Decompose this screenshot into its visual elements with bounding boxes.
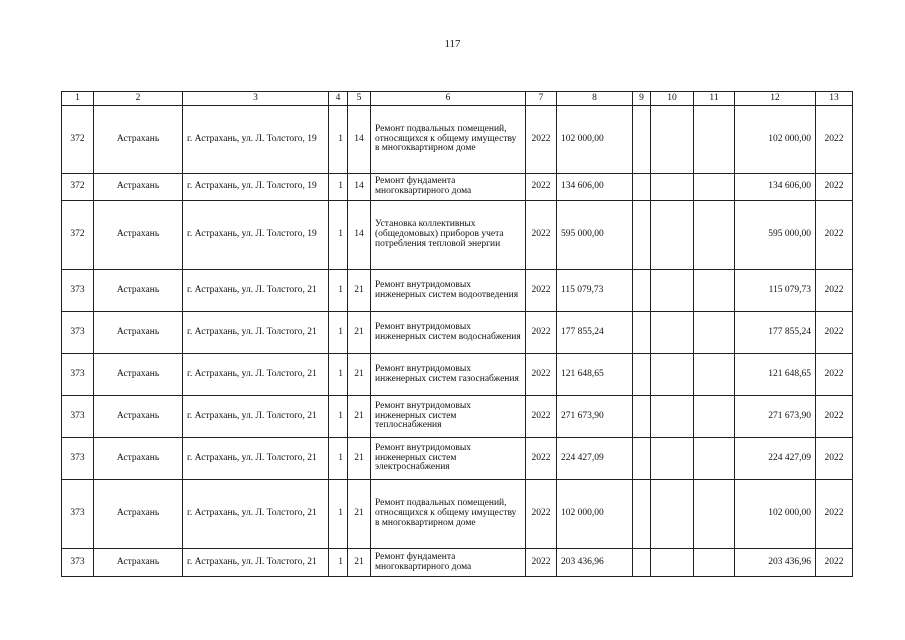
cell-c5: 21 [348, 549, 371, 577]
cell-cost: 177 855,24 [557, 312, 633, 354]
cell-year: 2022 [526, 312, 557, 354]
cell-c10 [651, 549, 694, 577]
col-header: 8 [557, 92, 633, 106]
cell-cost: 115 079,73 [557, 270, 633, 312]
col-header: 13 [816, 92, 853, 106]
cell-c5: 21 [348, 396, 371, 438]
cell-num: 372 [62, 174, 94, 201]
cell-c4: 1 [329, 270, 348, 312]
cell-work: Ремонт подвальных помещений, относящихся к общему имуществу в многоквартирном доме [371, 106, 526, 174]
cell-c10 [651, 174, 694, 201]
table-row [62, 106, 853, 174]
cell-address: г. Астрахань, ул. Л. Толстого, 21 [183, 396, 329, 438]
cell-address: г. Астрахань, ул. Л. Толстого, 19 [183, 106, 329, 174]
cell-cost: 595 000,00 [557, 201, 633, 270]
cell-c4: 1 [329, 480, 348, 549]
cell-c9 [633, 354, 651, 396]
cell-address: г. Астрахань, ул. Л. Толстого, 21 [183, 480, 329, 549]
col-header: 11 [694, 92, 735, 106]
table-row [62, 549, 853, 577]
cell-city: Астрахань [94, 354, 183, 396]
cell-work: Ремонт внутридомовых инженерных систем водоснабжения [371, 312, 526, 354]
cell-num: 373 [62, 549, 94, 577]
cell-c11 [694, 174, 735, 201]
cell-c4: 1 [329, 312, 348, 354]
table-row [62, 480, 853, 549]
cell-c13: 2022 [816, 438, 853, 480]
cell-c11 [694, 270, 735, 312]
cell-num: 373 [62, 396, 94, 438]
cell-c13: 2022 [816, 396, 853, 438]
cell-c13: 2022 [816, 480, 853, 549]
cell-c10 [651, 201, 694, 270]
cell-c13: 2022 [816, 174, 853, 201]
cell-c12: 102 000,00 [735, 480, 816, 549]
cell-c12: 595 000,00 [735, 201, 816, 270]
col-header: 5 [348, 92, 371, 106]
cell-cost: 271 673,90 [557, 396, 633, 438]
cell-c13: 2022 [816, 354, 853, 396]
cell-work: Ремонт внутридомовых инженерных систем теплоснабжения [371, 396, 526, 438]
cell-c5: 21 [348, 270, 371, 312]
table-row [62, 201, 853, 270]
cell-c4: 1 [329, 354, 348, 396]
cell-c13: 2022 [816, 201, 853, 270]
cell-c11 [694, 354, 735, 396]
cell-c9 [633, 174, 651, 201]
cell-cost: 102 000,00 [557, 480, 633, 549]
cell-year: 2022 [526, 354, 557, 396]
cell-c5: 21 [348, 354, 371, 396]
cell-c13: 2022 [816, 312, 853, 354]
cell-c11 [694, 438, 735, 480]
cell-c4: 1 [329, 174, 348, 201]
col-header: 1 [62, 92, 94, 106]
cell-c13: 2022 [816, 270, 853, 312]
cell-num: 373 [62, 480, 94, 549]
col-header: 4 [329, 92, 348, 106]
cell-city: Астрахань [94, 312, 183, 354]
cell-c13: 2022 [816, 106, 853, 174]
cell-num: 373 [62, 312, 94, 354]
header-row [62, 92, 853, 106]
cell-address: г. Астрахань, ул. Л. Толстого, 21 [183, 354, 329, 396]
cell-city: Астрахань [94, 201, 183, 270]
cell-c10 [651, 438, 694, 480]
cell-c10 [651, 396, 694, 438]
cell-year: 2022 [526, 106, 557, 174]
cell-num: 373 [62, 438, 94, 480]
cell-c11 [694, 549, 735, 577]
cell-address: г. Астрахань, ул. Л. Толстого, 21 [183, 549, 329, 577]
cell-c5: 14 [348, 174, 371, 201]
cell-c9 [633, 549, 651, 577]
cell-c11 [694, 106, 735, 174]
cell-work: Ремонт фундамента многоквартирного дома [371, 549, 526, 577]
cell-c5: 14 [348, 106, 371, 174]
cell-year: 2022 [526, 396, 557, 438]
cell-c11 [694, 396, 735, 438]
col-header: 2 [94, 92, 183, 106]
cell-c12: 121 648,65 [735, 354, 816, 396]
cell-c11 [694, 480, 735, 549]
cell-c9 [633, 438, 651, 480]
cell-address: г. Астрахань, ул. Л. Толстого, 21 [183, 438, 329, 480]
table-row [62, 270, 853, 312]
cell-address: г. Астрахань, ул. Л. Толстого, 19 [183, 201, 329, 270]
cell-work: Ремонт внутридомовых инженерных систем газоснабжения [371, 354, 526, 396]
cell-c11 [694, 201, 735, 270]
cell-c10 [651, 270, 694, 312]
cell-work: Ремонт подвальных помещений, относящихся к общему имуществу в многоквартирном доме [371, 480, 526, 549]
col-header: 9 [633, 92, 651, 106]
col-header: 10 [651, 92, 694, 106]
col-header: 12 [735, 92, 816, 106]
cell-c10 [651, 354, 694, 396]
table-row [62, 312, 853, 354]
cell-c12: 224 427,09 [735, 438, 816, 480]
cell-num: 373 [62, 270, 94, 312]
cell-c10 [651, 106, 694, 174]
cell-c9 [633, 270, 651, 312]
cell-year: 2022 [526, 201, 557, 270]
cell-work: Установка коллективных (общедомовых) приборов учета потребления тепловой энергии [371, 201, 526, 270]
table-row [62, 174, 853, 201]
cell-year: 2022 [526, 174, 557, 201]
cell-cost: 134 606,00 [557, 174, 633, 201]
cell-cost: 121 648,65 [557, 354, 633, 396]
cell-c4: 1 [329, 396, 348, 438]
cell-c12: 134 606,00 [735, 174, 816, 201]
cell-address: г. Астрахань, ул. Л. Толстого, 19 [183, 174, 329, 201]
cell-year: 2022 [526, 549, 557, 577]
cell-c12: 102 000,00 [735, 106, 816, 174]
cell-c9 [633, 201, 651, 270]
cell-num: 372 [62, 106, 94, 174]
cell-c12: 203 436,96 [735, 549, 816, 577]
cell-address: г. Астрахань, ул. Л. Толстого, 21 [183, 312, 329, 354]
cell-c5: 21 [348, 438, 371, 480]
works-table [61, 91, 853, 577]
col-header: 7 [526, 92, 557, 106]
cell-cost: 224 427,09 [557, 438, 633, 480]
cell-c4: 1 [329, 549, 348, 577]
cell-c5: 14 [348, 201, 371, 270]
cell-work: Ремонт внутридомовых инженерных систем водоотведения [371, 270, 526, 312]
cell-work: Ремонт фундамента многоквартирного дома [371, 174, 526, 201]
cell-address: г. Астрахань, ул. Л. Толстого, 21 [183, 270, 329, 312]
cell-city: Астрахань [94, 396, 183, 438]
cell-c10 [651, 480, 694, 549]
cell-work: Ремонт внутридомовых инженерных систем электроснабжения [371, 438, 526, 480]
cell-year: 2022 [526, 480, 557, 549]
cell-c9 [633, 480, 651, 549]
cell-c11 [694, 312, 735, 354]
cell-c12: 271 673,90 [735, 396, 816, 438]
cell-c5: 21 [348, 312, 371, 354]
cell-city: Астрахань [94, 270, 183, 312]
cell-c12: 177 855,24 [735, 312, 816, 354]
cell-city: Астрахань [94, 480, 183, 549]
cell-city: Астрахань [94, 106, 183, 174]
cell-c4: 1 [329, 201, 348, 270]
cell-c12: 115 079,73 [735, 270, 816, 312]
cell-c5: 21 [348, 480, 371, 549]
cell-cost: 102 000,00 [557, 106, 633, 174]
table-row [62, 396, 853, 438]
cell-city: Астрахань [94, 438, 183, 480]
cell-year: 2022 [526, 438, 557, 480]
cell-c9 [633, 312, 651, 354]
col-header: 6 [371, 92, 526, 106]
cell-cost: 203 436,96 [557, 549, 633, 577]
col-header: 3 [183, 92, 329, 106]
cell-c9 [633, 396, 651, 438]
cell-c10 [651, 312, 694, 354]
cell-c4: 1 [329, 106, 348, 174]
cell-num: 373 [62, 354, 94, 396]
cell-city: Астрахань [94, 174, 183, 201]
cell-year: 2022 [526, 270, 557, 312]
cell-c4: 1 [329, 438, 348, 480]
cell-c9 [633, 106, 651, 174]
cell-c13: 2022 [816, 549, 853, 577]
table-row [62, 354, 853, 396]
cell-num: 372 [62, 201, 94, 270]
page-number: 117 [444, 38, 461, 50]
cell-city: Астрахань [94, 549, 183, 577]
table-row [62, 438, 853, 480]
